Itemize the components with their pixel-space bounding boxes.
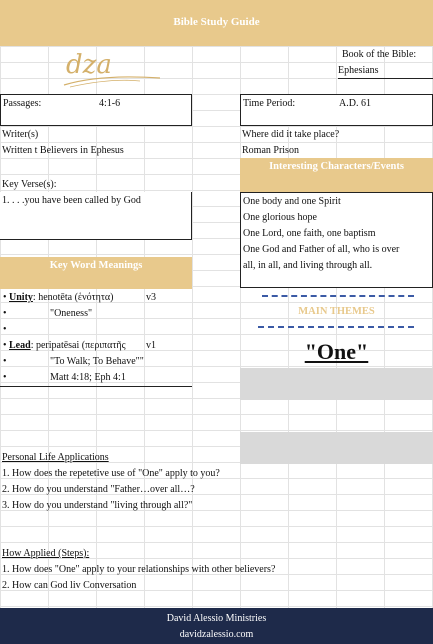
book-label: Book of the Bible:	[342, 49, 417, 60]
time-period-value: A.D. 61	[339, 98, 371, 109]
characters-line: One Lord, one faith, one baptism	[243, 228, 376, 239]
applications-title: Personal Life Applications	[2, 452, 109, 463]
characters-title: Interesting Characters/Events	[269, 161, 404, 172]
characters-box	[240, 192, 433, 288]
applied-title: How Applied (Steps):	[2, 548, 90, 559]
writers-label: Writer(s)	[2, 129, 39, 140]
application-item: 3. How do you understand "living through all?"	[2, 500, 193, 511]
time-period-label: Time Period:	[243, 98, 296, 109]
bullet: •	[3, 340, 7, 351]
main-theme-value: "One"	[304, 339, 369, 364]
key-words-title: Key Word Meanings	[49, 260, 143, 271]
key-verse-value: 1. . . .you have been called by God	[2, 195, 141, 206]
bullet: •	[3, 324, 7, 335]
logo	[60, 48, 170, 88]
key-word-lead-def: : peripatēsai (περιπατῆς	[30, 340, 126, 351]
key-word-lead: Lead	[9, 340, 31, 351]
logo-swoosh-icon	[60, 72, 170, 88]
characters-line: One body and one Spirit	[243, 196, 341, 207]
characters-line: all, in all, and living through all.	[243, 260, 373, 271]
passages-value: 4:1-6	[99, 98, 121, 109]
key-word-row-lead	[3, 338, 126, 354]
bullet: •	[3, 356, 7, 367]
footer-org: David Alessio Ministries	[166, 613, 267, 624]
applied-item: 1. How does "One" apply to your relationships with other believers?	[2, 564, 276, 575]
application-item: 2. How do you understand "Father…over all…?	[2, 484, 195, 495]
footer	[0, 608, 433, 644]
book-value: Ephesians	[338, 63, 433, 79]
passages-box	[0, 94, 192, 126]
time-period-box	[240, 94, 433, 126]
key-words-header	[0, 257, 192, 289]
key-word-row	[3, 322, 7, 338]
theme-row-shaded	[240, 432, 433, 464]
characters-line: One glorious hope	[243, 212, 317, 223]
page-title: Bible Study Guide	[173, 16, 260, 28]
key-word-unity-ref: v3	[146, 292, 156, 303]
bullet: •	[3, 372, 7, 383]
passages-label: Passages:	[3, 98, 42, 109]
theme-row-shaded	[240, 368, 433, 400]
writers-value: Written t Believers in Ephesus	[2, 145, 124, 156]
main-themes-title: MAIN THEMES	[298, 306, 375, 317]
key-word-row	[3, 354, 7, 370]
key-word-lead-meaning: "To Walk; To Behave""	[50, 356, 144, 367]
key-word-lead-ref: v1	[146, 340, 156, 351]
applied-item: 2. How can God liv Conversation	[2, 580, 137, 591]
key-word-row-unity	[3, 290, 113, 306]
key-word-unity: Unity	[9, 292, 33, 303]
where-value: Roman Prison	[242, 145, 299, 156]
dashed-divider	[258, 326, 414, 328]
key-word-unity-meaning: "Oneness"	[50, 308, 93, 319]
key-words-bottom-border	[0, 386, 192, 387]
key-word-lead-ref2: Matt 4:18; Eph 4:1	[50, 372, 126, 383]
footer-website-link[interactable]: davidzalessio.com	[179, 629, 254, 640]
key-word-unity-def: : henotēta (ἑνότητα)	[32, 292, 114, 303]
header-band	[0, 0, 433, 46]
where-label: Where did it take place?	[242, 129, 340, 140]
bullet: •	[3, 308, 7, 319]
key-word-row	[3, 370, 7, 386]
dashed-divider	[262, 295, 414, 297]
key-word-row	[3, 306, 7, 322]
characters-header	[240, 158, 433, 192]
bullet: •	[3, 292, 7, 303]
characters-line: One God and Father of all, who is over	[243, 244, 400, 255]
key-verse-box	[0, 192, 192, 240]
application-item: 1. How does the repetetive use of "One" apply to you?	[2, 468, 220, 479]
key-verse-label: Key Verse(s):	[2, 179, 57, 190]
logo-text: dza	[66, 50, 112, 80]
